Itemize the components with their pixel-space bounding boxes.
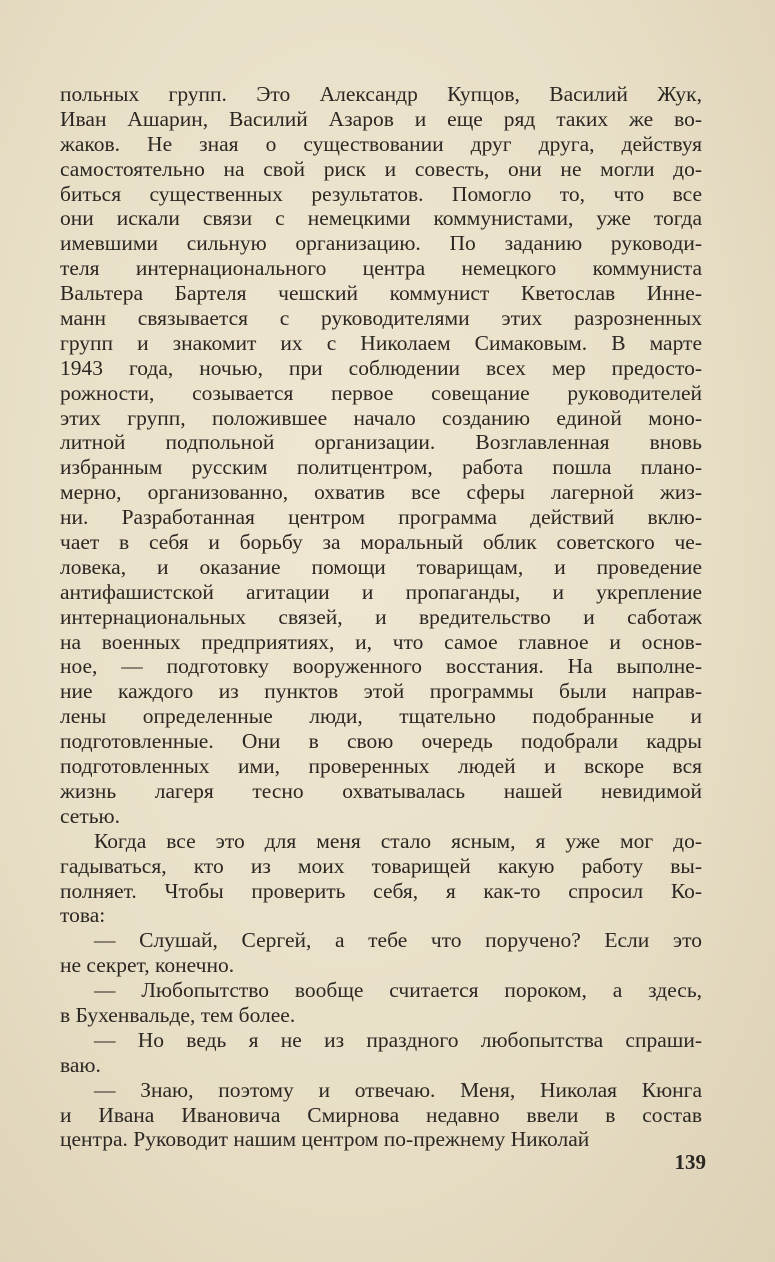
text-line: центра. Руководит нашим центром по-прежнему Николай (60, 1127, 590, 1152)
text-line: рожности, созывается первое совещание руководителей (60, 380, 702, 405)
text-line: ние каждого из пунктов этой программы были направ- (60, 679, 702, 704)
text-line: жизнь лагеря тесно охватывалась нашей невидимой (60, 778, 702, 803)
text-line: ваю. (60, 1052, 101, 1077)
paragraph-2 (60, 829, 702, 929)
text-line: литной подпольной организации. Возглавленная вновь (60, 430, 702, 455)
text-line: — Но ведь я не из праздного любопытства спраши- (94, 1027, 702, 1052)
text-line: польных групп. Это Александр Купцов, Василий Жук, (60, 82, 702, 106)
text-line: биться существенных результатов. Помогло то, что все (60, 181, 702, 206)
text-line: они искали связи с немецкими коммунистами, уже тогда (60, 206, 702, 231)
text-line: в Бухенвальде, тем более. (60, 1002, 296, 1027)
text-line: 1943 года, ночью, при соблюдении всех мер предосто- (60, 355, 702, 380)
text-line: това: (60, 903, 106, 928)
text-line: теля интернационального центра немецкого коммуниста (60, 256, 702, 281)
paragraph-4 (60, 978, 702, 1028)
text-line: Иван Ашарин, Василий Азаров и еще ряд таких же во- (60, 106, 702, 131)
text-line: полняет. Чтобы проверить себя, я как-то спросил Ко- (60, 878, 702, 903)
text-line: антифашистской агитации и пропаганды, и укрепление (60, 579, 702, 604)
text-line: — Слушай, Сергей, а тебе что поручено? Если это (94, 928, 702, 953)
text-line: избранным русским политцентром, работа пошла плано- (60, 455, 702, 480)
text-line: групп и знакомит их с Николаем Симаковым. В марте (60, 330, 702, 355)
text-line: Вальтера Бартеля чешский коммунист Кветослав Инне- (60, 281, 702, 306)
text-line: ловека, и оказание помощи товарищам, и проведение (60, 554, 702, 579)
text-line: самостоятельно на свой риск и совесть, они не могли до- (60, 156, 702, 181)
text-line: подготовленных ими, проверенных людей и вскоре вся (60, 754, 702, 779)
paragraph-6 (60, 1078, 702, 1153)
text-line: подготовленные. Они в свою очередь подобрали кадры (60, 729, 702, 754)
body-text (60, 82, 702, 1152)
text-line: сетью. (60, 803, 120, 828)
text-line: не секрет, конечно. (60, 953, 235, 978)
text-line: и Ивана Ивановича Смирнова недавно ввели в состав (60, 1102, 702, 1127)
text-line: гадываться, кто из моих товарищей какую работу вы- (60, 853, 702, 878)
text-line: — Любопытство вообще считается пороком, а здесь, (94, 978, 702, 1003)
text-line: мерно, организованно, охватив все сферы лагерной жиз- (60, 480, 702, 505)
text-line: лены определенные люди, тщательно подобранные и (60, 704, 702, 729)
text-line: ни. Разработанная центром программа действий вклю- (60, 505, 702, 530)
text-line: жаков. Не зная о существовании друг друга, действуя (60, 131, 702, 156)
text-line: чает в себя и борьбу за моральный облик советского че- (60, 530, 702, 555)
text-line: ное, — подготовку вооруженного восстания. На выполне- (60, 654, 702, 679)
paragraph-3 (60, 928, 702, 978)
text-line: на военных предприятиях, и, что самое главное и основ- (60, 629, 702, 654)
paragraph-5 (60, 1028, 702, 1078)
text-line: — Знаю, поэтому и отвечаю. Меня, Николая Кюнга (94, 1077, 702, 1102)
text-line: Когда все это для меня стало ясным, я уже мог до- (94, 828, 702, 853)
text-line: интернациональных связей, и вредительство и саботаж (60, 604, 702, 629)
text-line: манн связывается с руководителями этих разрозненных (60, 306, 702, 331)
text-line: имевшими сильную организацию. По заданию руководи- (60, 231, 702, 256)
page-number: 139 (674, 1150, 706, 1174)
text-line: этих групп, положившее начало созданию единой моно- (60, 405, 702, 430)
paragraph-1 (60, 82, 702, 829)
